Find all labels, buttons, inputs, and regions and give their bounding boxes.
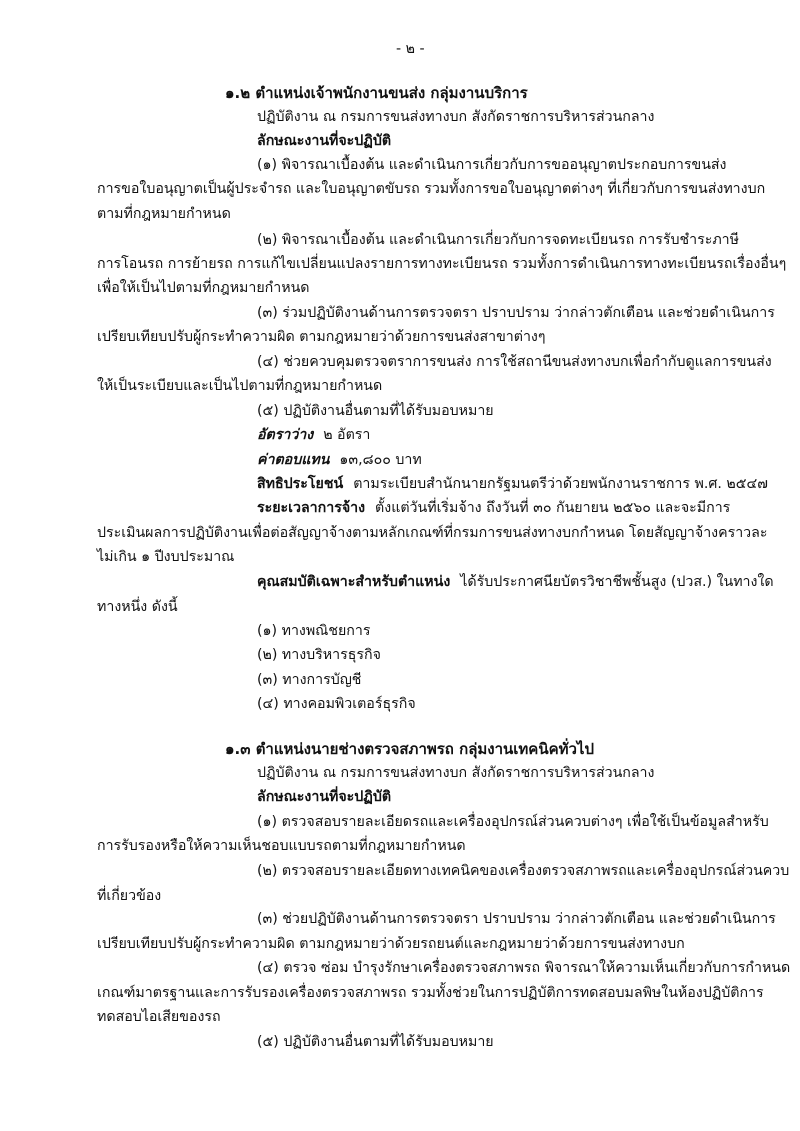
field-item: (๒) ทางบริหารธุรกิจ bbox=[257, 647, 381, 663]
benefits-label: สิทธิประโยชน์ bbox=[257, 476, 344, 492]
section-heading: ๑.๓ ตำแหน่งนายช่างตรวจสภาพรถ กลุ่มงานเทคนิคทั่วไป bbox=[225, 740, 594, 758]
duty-item: (๑) พิจารณาเบื้องต้น และดำเนินการเกี่ยวกับการขออนุญาตประกอบการขนส่ง bbox=[257, 157, 727, 173]
duty-item: (๒) พิจารณาเบื้องต้น และดำเนินการเกี่ยวกับการจดทะเบียนรถ การรับชำระภาษี bbox=[257, 232, 739, 248]
duty-item: (๕) ปฏิบัติงานอื่นตามที่ได้รับมอบหมาย bbox=[257, 403, 494, 419]
period-label: ระยะเวลาการจ้าง bbox=[257, 500, 366, 516]
vacancy-label: อัตราว่าง bbox=[257, 427, 314, 443]
field-item: (๓) ทางการบัญชี bbox=[257, 672, 362, 688]
field-item: (๔) ทางคอมพิวเตอร์ธุรกิจ bbox=[257, 696, 416, 712]
vacancy-row bbox=[257, 428, 370, 442]
qualification-row bbox=[257, 575, 774, 589]
duty-item: (๑) ตรวจสอบรายละเอียดรถและเครื่องอุปกรณ์ส่วนควบต่างๆ เพื่อใช้เป็นข้อมูลสำหรับ bbox=[257, 814, 769, 830]
duty-item: (๒) ตรวจสอบรายละเอียดทางเทคนิคของเครื่องตรวจสภาพรถและเครื่องอุปกรณ์ส่วนควบ bbox=[257, 863, 790, 879]
work-location: ปฏิบัติงาน ณ กรมการขนส่งทางบก สังกัดราชการบริหารส่วนกลาง bbox=[257, 109, 655, 125]
period-row bbox=[257, 501, 730, 515]
duty-item: (๔) ช่วยควบคุมตรวจตราการขนส่ง การใช้สถานีขนส่งทางบกเพื่อกำกับดูแลการขนส่ง bbox=[257, 354, 772, 370]
qualification-value: ได้รับประกาศนียบัตรวิชาชีพชั้นสูง (ปวส.) ในทางใด bbox=[460, 574, 774, 590]
qualification-cont: ทางหนึ่ง ดังนี้ bbox=[97, 599, 178, 615]
field-item: (๑) ทางพณิชยการ bbox=[257, 623, 371, 639]
period-value: ตั้งแต่วันที่เริ่มจ้าง ถึงวันที่ ๓๐ กันยายน ๒๕๖๐ และจะมีการ bbox=[375, 500, 731, 516]
duty-item-cont: การขอใบอนุญาตเป็นผู้ประจำรถ และใบอนุญาตขับรถ รวมทั้งการขอใบอนุญาตต่างๆ ที่เกี่ยวกับการขนส่งทางบก bbox=[97, 181, 766, 197]
period-cont: ไม่เกิน ๑ ปีงบประมาณ bbox=[97, 549, 235, 565]
duty-item-cont: ให้เป็นระเบียบและเป็นไปตามที่กฎหมายกำหนด bbox=[97, 378, 383, 394]
duties-heading: ลักษณะงานที่จะปฏิบัติ bbox=[257, 789, 392, 805]
duty-item: (๓) ช่วยปฏิบัติงานด้านการตรวจตรา ปราบปราม ว่ากล่าวตักเตือน และช่วยดำเนินการ bbox=[257, 911, 776, 927]
duty-item: (๕) ปฏิบัติงานอื่นตามที่ได้รับมอบหมาย bbox=[257, 1034, 494, 1050]
duty-item-cont: ตามที่กฎหมายกำหนด bbox=[97, 206, 231, 222]
benefits-row bbox=[257, 477, 768, 491]
duty-item-cont: ที่เกี่ยวข้อง bbox=[97, 888, 162, 904]
period-cont: ประเมินผลการปฏิบัติงานเพื่อต่อสัญญาจ้างตามหลักเกณฑ์ที่กรมการขนส่งทางบกกำหนด โดยสัญญาจ้างคราวละ bbox=[97, 525, 768, 541]
duties-heading: ลักษณะงานที่จะปฏิบัติ bbox=[257, 133, 392, 149]
duty-item: (๔) ตรวจ ซ่อม บำรุงรักษาเครื่องตรวจสภาพรถ พิจารณาให้ความเห็นเกี่ยวกับการกำหนด bbox=[257, 960, 791, 976]
duty-item-cont: เปรียบเทียบปรับผู้กระทำความผิด ตามกฎหมายว่าด้วยรถยนต์และกฎหมายว่าด้วยการขนส่งทางบก bbox=[97, 936, 685, 952]
work-location: ปฏิบัติงาน ณ กรมการขนส่งทางบก สังกัดราชการบริหารส่วนกลาง bbox=[257, 765, 655, 781]
benefits-value: ตามระเบียบสำนักนายกรัฐมนตรีว่าด้วยพนักงานราชการ พ.ศ. ๒๕๔๗ bbox=[353, 476, 768, 492]
qualification-label: คุณสมบัติเฉพาะสำหรับตำแหน่ง bbox=[257, 574, 451, 590]
vacancy-value: ๒ อัตรา bbox=[323, 427, 371, 443]
duty-item-cont: เปรียบเทียบปรับผู้กระทำความผิด ตามกฎหมายว่าด้วยการขนส่งสาขาต่างๆ bbox=[97, 329, 546, 345]
salary-value: ๑๓,๘๐๐ บาท bbox=[339, 452, 422, 468]
duty-item-cont: เกณฑ์มาตรฐานและการรับรองเครื่องตรวจสภาพรถ รวมทั้งช่วยในการปฏิบัติการทดสอบมลพิษในห้องปฏิบัติการ bbox=[97, 985, 764, 1001]
duty-item-cont: การรับรองหรือให้ความเห็นชอบแบบรถตามที่กฎหมายกำหนด bbox=[97, 838, 466, 854]
salary-row bbox=[257, 453, 422, 467]
salary-label: ค่าตอบแทน bbox=[257, 452, 330, 468]
page-number: - ๒ - bbox=[396, 41, 425, 57]
duty-item-cont: การโอนรถ การย้ายรถ การแก้ไขเปลี่ยนแปลงรายการทางทะเบียนรถ รวมทั้งการดำเนินการทางทะเบียนรถเรื่องอื่นๆ bbox=[97, 256, 787, 272]
duty-item-cont: ทดสอบไอเสียของรถ bbox=[97, 1009, 221, 1025]
section-heading: ๑.๒ ตำแหน่งเจ้าพนักงานขนส่ง กลุ่มงานบริการ bbox=[225, 84, 528, 102]
duty-item-cont: เพื่อให้เป็นไปตามที่กฎหมายกำหนด bbox=[97, 280, 310, 296]
duty-item: (๓) ร่วมปฏิบัติงานด้านการตรวจตรา ปราบปราม ว่ากล่าวตักเตือน และช่วยดำเนินการ bbox=[257, 305, 775, 321]
